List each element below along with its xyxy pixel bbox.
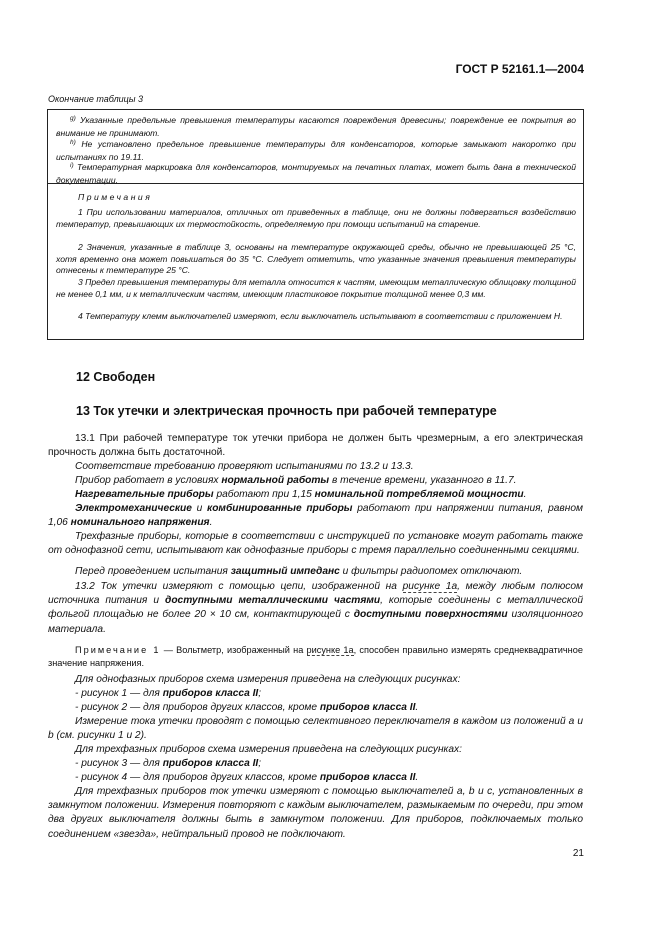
figure-1a-link-note[interactable]: рисунке 1а	[306, 645, 354, 655]
note-2: 2 Значения, указанные в таблице 3, основаны на температуре окружающей среды, обычно не превышающей 25 °С, хотя временно она может повышаться до 35 °С. Следует отметить, что указанные значения превышения температуры отнесены к температуре 25 °С.	[56, 242, 576, 276]
paragraph-before-test: Перед проведением испытания защитный импеданс и фильтры радиопомех отключают.	[75, 566, 523, 577]
note-4: 4 Температуру клемм выключателей измеряют, если выключатель испытывают в соответствии с приложением Н.	[78, 311, 563, 321]
paragraph-measurement: Измерение тока утечки проводят с помощью селективного переключателя в каждом из положений а и b (см. рисунки 1 и 2).	[48, 716, 583, 742]
paragraph-heating: Нагревательные приборы работают при 1,15 номинальной потребляемой мощности.	[75, 489, 527, 500]
paragraph-compliance: Соответствие требованию проверяют испытаниями по 13.2 и 13.3.	[75, 461, 414, 472]
note-1: 1 При использовании материалов, отличных от приведенных в таблице, они не должны подвергаться воздействию температур, превышающих их термостойкость, определяемую при помощи испытаний на старение.	[56, 207, 576, 229]
list-item-figure-1: - рисунок 1 — для приборов класса II;	[75, 688, 262, 699]
paragraph-motor: Электромеханические и комбинированные приборы работают при напряжении питания, равном 1,06 номинального напряжения.	[48, 503, 583, 529]
document-header: ГОСТ Р 52161.1—2004	[455, 62, 584, 76]
paragraph-13-2: 13.2 Ток утечки измеряют с помощью цепи, изображенной на рисунке 1а, между любым полюсом источника питания и доступными металлическими частями, которые соединены с металлической фольгой площадью не более 20 × 10 см, контактирующей с доступными поверхностями изоляционного материала.	[48, 581, 584, 635]
section-13-heading: 13 Ток утечки и электрическая прочность при рабочей температуре	[76, 404, 497, 418]
notes-heading: Примечания	[78, 192, 153, 202]
paragraph-operation: Прибор работает в условиях нормальной работы в течение времени, указанного в 11.7.	[75, 475, 517, 486]
section-12-heading: 12 Свободен	[76, 370, 156, 384]
paragraph-three-phase: Трехфазные приборы, которые в соответствии с инструкцией по установке могут работать также от однофазной сети, испытывают как однофазные приборы с тремя параллельно соединенными секциями.	[48, 531, 583, 557]
list-item-figure-4: - рисунок 4 — для приборов других классов, кроме приборов класса II.	[75, 772, 419, 783]
table-continuation-label: Окончание таблицы 3	[48, 94, 143, 104]
footnote-g: $^{g)}$ Указанные предельные превышения температуры касаются повреждения древесины; повреждение ее покрытия во внимание не принимают.	[56, 115, 576, 138]
note-1-paragraph: Примечание 1 — Вольтметр, изображенный на рисунке 1а, способен правильно измерять среднеквадратичное значение напряжения.	[48, 645, 583, 668]
figure-1a-link[interactable]: рисунке 1а	[402, 581, 458, 592]
single-phase-intro: Для однофазных приборов схема измерения приведена на следующих рисунках:	[75, 674, 461, 685]
three-phase-intro: Для трехфазных приборов схема измерения приведена на следующих рисунках:	[75, 744, 462, 755]
note-3: 3 Предел превышения температуры для металла относится к частям, имеющим металлическую облицовку толщиной не менее 0,1 мм, и к металлическим частям, имеющим пластиковое покрытие толщиной менее 0,3 мм.	[56, 277, 576, 299]
footnote-h: $^{h)}$ Не установлено предельное превышение температуры для конденсаторов, которые замыкают накоротко при испытаниях по 19.11.	[56, 139, 576, 162]
table-footnotes-box	[47, 109, 584, 340]
list-item-figure-3: - рисунок 3 — для приборов класса II;	[75, 758, 262, 769]
paragraph-13-1: 13.1 При рабочей температуре ток утечки прибора не должен быть чрезмерным, а его электрическая прочность должна быть достаточной.	[48, 433, 583, 459]
table-divider	[48, 183, 583, 184]
page-number: 21	[572, 848, 584, 859]
list-item-figure-2: - рисунок 2 — для приборов других классов, кроме приборов класса II.	[75, 702, 419, 713]
paragraph-three-phase-switches: Для трехфазных приборов ток утечки измеряют с помощью выключателей а, b и с, установленных в замкнутом положении. Измерения повторяют с каждым выключателем, размыкаемым по очереди, при этом два других выключателя должны быть в замкнутом положении. Для приборов, подключаемых только соединением «звезда», нейтральный провод не подключают.	[48, 786, 583, 840]
footnote-i: $^{i)}$ Температурная маркировка для конденсаторов, монтируемых на печатных платах, может быть дана в технической документации.	[56, 162, 576, 185]
